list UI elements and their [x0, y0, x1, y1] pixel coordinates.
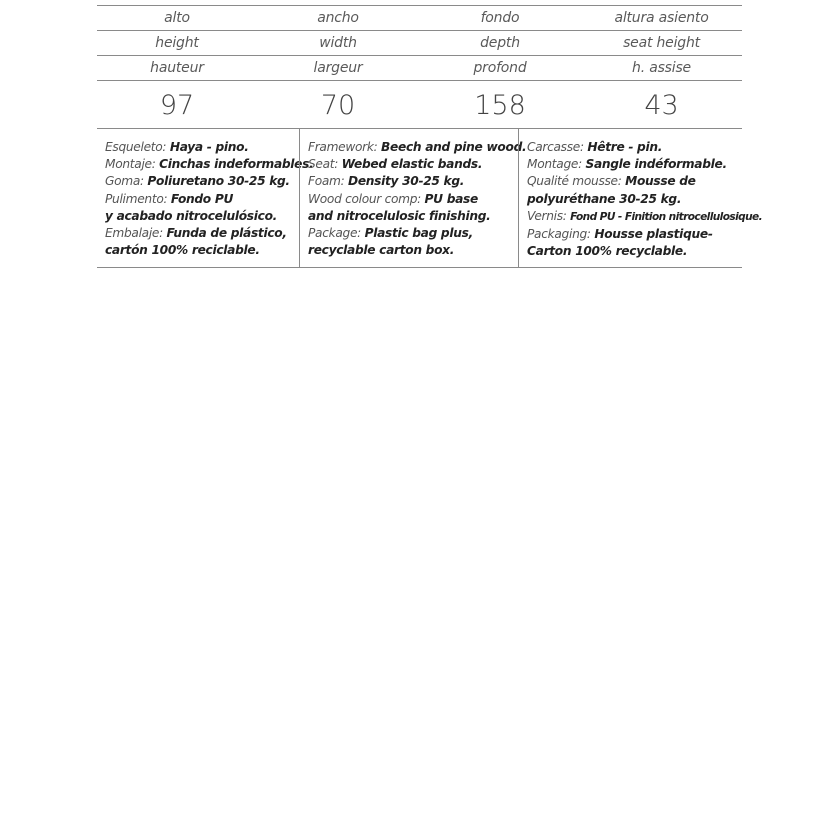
label-h-assise: h. assise	[632, 60, 691, 76]
spec-column-french	[518, 129, 763, 267]
value-width: 70	[320, 90, 356, 121]
spec-value: Beech and pine wood.	[381, 140, 527, 154]
spec-line	[527, 191, 742, 208]
spec-line	[105, 139, 299, 156]
spec-value: Density 30-25 kg.	[348, 174, 465, 189]
spec-column-english	[299, 129, 527, 267]
spec-line	[105, 191, 299, 208]
spec-value: Hêtre - pin.	[587, 140, 663, 154]
dimensions-table	[97, 5, 742, 129]
value-height: 97	[159, 90, 195, 121]
spec-label: Vernis:	[527, 208, 571, 223]
value-depth: 158	[474, 90, 526, 121]
label-width: width	[319, 35, 357, 51]
label-ancho: ancho	[317, 10, 359, 26]
specifications-block	[97, 129, 763, 268]
label-largeur: largeur	[313, 60, 363, 76]
spec-label: Package:	[308, 226, 365, 241]
spec-value: Mousse de	[625, 174, 696, 189]
label-seat-height: seat height	[623, 35, 700, 51]
spec-value: Fond PU - Finition nitrocellulosique.	[570, 210, 763, 223]
label-height: height	[155, 35, 199, 51]
label-fondo: fondo	[480, 10, 520, 26]
spec-value: Cinchas indeformables.	[159, 157, 314, 172]
spec-label: Pulimento:	[105, 191, 171, 206]
spec-line	[105, 225, 299, 242]
spec-line	[105, 242, 299, 259]
spec-line	[308, 242, 518, 259]
spec-line	[527, 243, 742, 260]
spec-value: PU base	[424, 191, 478, 206]
spec-label: Carcasse:	[527, 140, 588, 154]
spec-label: Framework:	[308, 140, 382, 154]
spec-value: Housse plastique-	[594, 227, 713, 242]
spec-line	[308, 191, 518, 208]
spec-value: Poliuretano 30-25 kg.	[147, 174, 290, 189]
spec-line	[527, 173, 742, 190]
spec-value: recyclable carton box.	[308, 243, 455, 258]
product-spec-sheet	[97, 5, 763, 268]
spec-label: Packaging:	[527, 227, 595, 242]
dimension-values	[97, 81, 742, 129]
spec-line	[308, 139, 527, 156]
value-seat-height: 43	[644, 90, 679, 121]
dimension-labels-french	[97, 56, 742, 81]
spec-line	[527, 208, 763, 226]
spec-line	[105, 208, 299, 225]
dimension-labels-english	[97, 31, 742, 56]
label-depth: depth	[480, 35, 520, 51]
spec-line	[105, 173, 299, 190]
spec-column-spanish	[97, 129, 314, 267]
label-alto: alto	[164, 10, 190, 26]
spec-line	[308, 173, 518, 190]
spec-value: Carton 100% recyclable.	[527, 244, 688, 259]
spec-value: Fondo PU	[170, 191, 234, 206]
spec-line	[308, 225, 518, 242]
spec-label: Wood colour comp:	[308, 191, 425, 206]
spec-line	[308, 208, 518, 225]
dimension-labels-spanish	[97, 6, 742, 31]
spec-label: Montage:	[527, 157, 586, 172]
label-profond: profond	[473, 60, 527, 76]
spec-label: Goma:	[105, 174, 148, 189]
spec-value: Sangle indéformable.	[585, 157, 727, 172]
spec-label: Montaje:	[105, 157, 160, 172]
label-altura-asiento: altura asiento	[614, 10, 709, 26]
spec-value: cartón 100% reciclable.	[105, 243, 260, 258]
spec-value: Webed elastic bands.	[341, 157, 483, 172]
spec-label: Embalaje:	[105, 226, 167, 241]
spec-value: Funda de plástico,	[166, 226, 287, 241]
spec-line	[105, 156, 314, 173]
spec-value: Haya - pino.	[169, 140, 249, 154]
spec-value: polyuréthane 30-25 kg.	[527, 191, 682, 206]
spec-line	[527, 139, 742, 156]
spec-label: Qualité mousse:	[527, 174, 626, 189]
spec-value: Plastic bag plus,	[364, 226, 473, 241]
spec-value: and nitrocelulosic finishing.	[308, 208, 491, 223]
spec-label: Foam:	[308, 174, 348, 189]
spec-line	[527, 156, 742, 173]
spec-value: y acabado nitrocelulósico.	[105, 208, 277, 223]
spec-line	[527, 226, 742, 243]
spec-label: Seat:	[308, 157, 342, 172]
label-hauteur: hauteur	[150, 60, 204, 76]
spec-label: Esqueleto:	[105, 140, 170, 154]
spec-line	[308, 156, 518, 173]
